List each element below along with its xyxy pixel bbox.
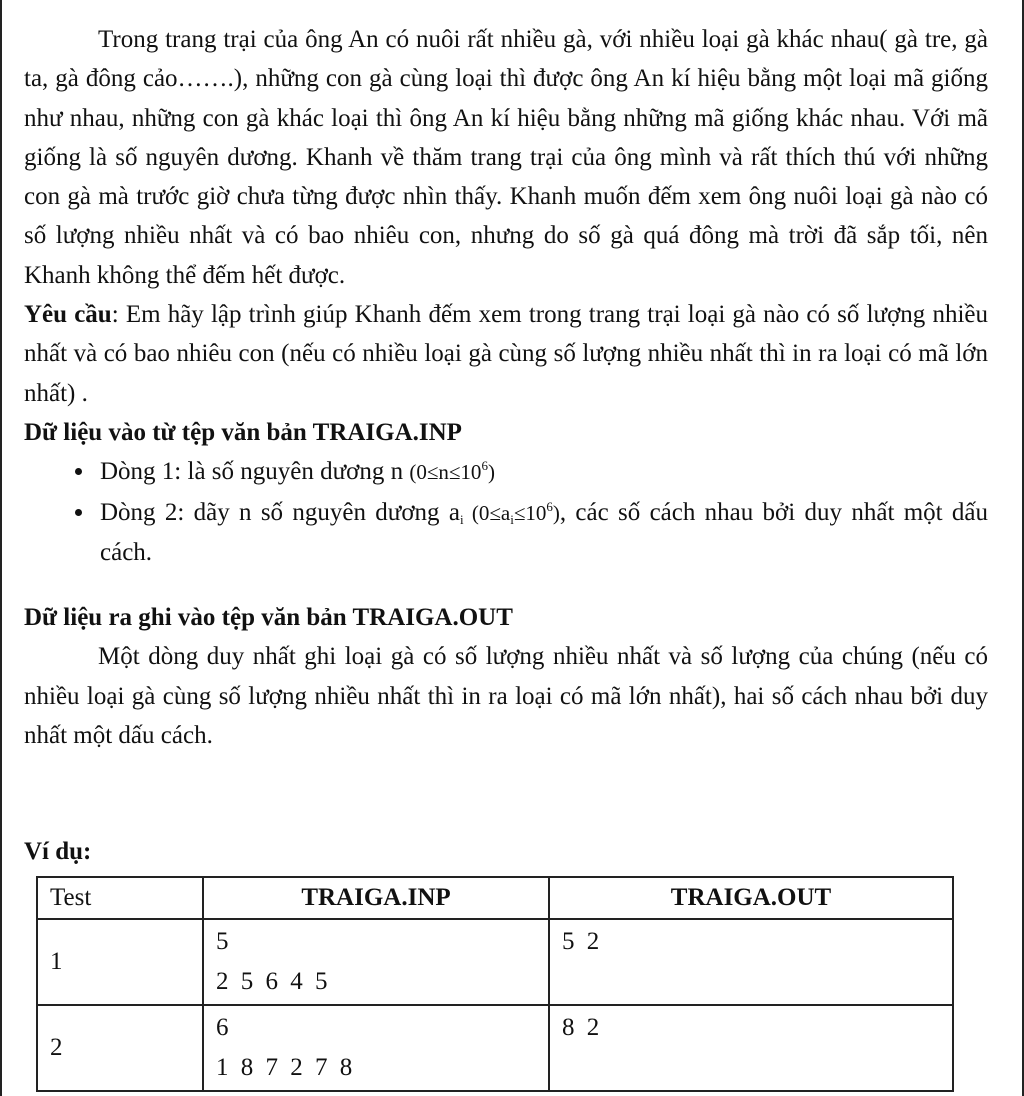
output-paragraph: Một dòng duy nhất ghi loại gà có số lượng nhiều nhất và số lượng của chúng (nếu có nhiều loại gà cùng số lượng nhiều nhất thì in ra loại có mã lớn nhất), hai số cách nhau bởi duy nhất một dấu cách. [24, 643, 988, 750]
header-inp: TRAIGA.INP [203, 877, 549, 919]
input-line-2-constraint: $(0\le a_i\le 10^6)$ [463, 498, 560, 527]
input-list [24, 452, 988, 572]
requirement-paragraph [24, 295, 988, 413]
inp-line-2: 2 5 6 4 5 [216, 968, 331, 995]
inp-line-2: 1 8 7 2 7 8 [216, 1054, 356, 1081]
input-line-2-suffix: , các số cách nhau bởi duy nhất một dấu cách. [100, 498, 988, 566]
input-line-1-text: Dòng 1: là số nguyên dương n [100, 458, 410, 486]
inp-line-1: 5 [216, 928, 232, 955]
intro-paragraph: Trong trang trại của ông An có nuôi rất nhiều gà, với nhiều loại gà khác nhau( gà tre, gà ta, gà đông cảo…….), những con gà cùng loại thì được ông An kí hiệu bằng một loại mã giống như nhau, những con gà khác loại thì ông An kí hiệu bằng những mã giống khác nhau. Với mã giống là số nguyên dương. Khanh về thăm trang trại của ông mình và rất thích thú với những con gà mà trước giờ chưa từng được nhìn thấy. Khanh muốn đếm xem ông nuôi loại gà nào có số lượng nhiều nhất và có bao nhiêu con, nhưng do số gà quá đông mà trời đã sắp tối, nên Khanh không thể đếm hết được. [24, 26, 988, 289]
table-row [37, 919, 953, 1005]
input-heading: Dữ liệu vào từ tệp văn bản TRAIGA.INP [24, 418, 462, 446]
requirement-text: : Em hãy lập trình giúp Khanh đếm xem trong trang trại loại gà nào có số lượng nhiều nhất và có bao nhiêu con (nếu có nhiều loại gà cùng số lượng nhiều nhất thì in ra loại có mã lớn nhất) . [24, 301, 988, 407]
requirement-label: Yêu cầu [24, 301, 112, 329]
header-test: Test [37, 877, 203, 919]
input-line-2: • Dòng 2: dãy n số nguyên dương $a_i$ $(0\le a_i\le 10^6)$, các số cách nhau bởi duy nhất một dấu cách. [96, 493, 988, 573]
inp-cell [203, 1005, 549, 1091]
header-out: TRAIGA.OUT [549, 877, 953, 919]
test-id-cell: 1 [37, 919, 203, 1005]
input-line-1-constraint: $(0\le n\le 10^6)$ [409, 458, 495, 485]
output-heading: Dữ liệu ra ghi vào tệp văn bản TRAIGA.OUT [24, 604, 513, 632]
table-header-row [37, 877, 953, 919]
inp-cell [203, 919, 549, 1005]
out-cell: 8 2 [549, 1005, 953, 1091]
input-line-2-text: Dòng 2: dãy n số nguyên dương a [100, 498, 460, 526]
input-line-1 [96, 452, 988, 492]
example-label: Ví dụ: [24, 838, 92, 865]
spacer [24, 572, 988, 598]
example-table [36, 876, 954, 1092]
document-body [24, 20, 988, 755]
out-cell: 5 2 [549, 919, 953, 1005]
table-row [37, 1005, 953, 1091]
inp-line-1: 6 [216, 1014, 232, 1041]
test-id-cell: 2 [37, 1005, 203, 1091]
